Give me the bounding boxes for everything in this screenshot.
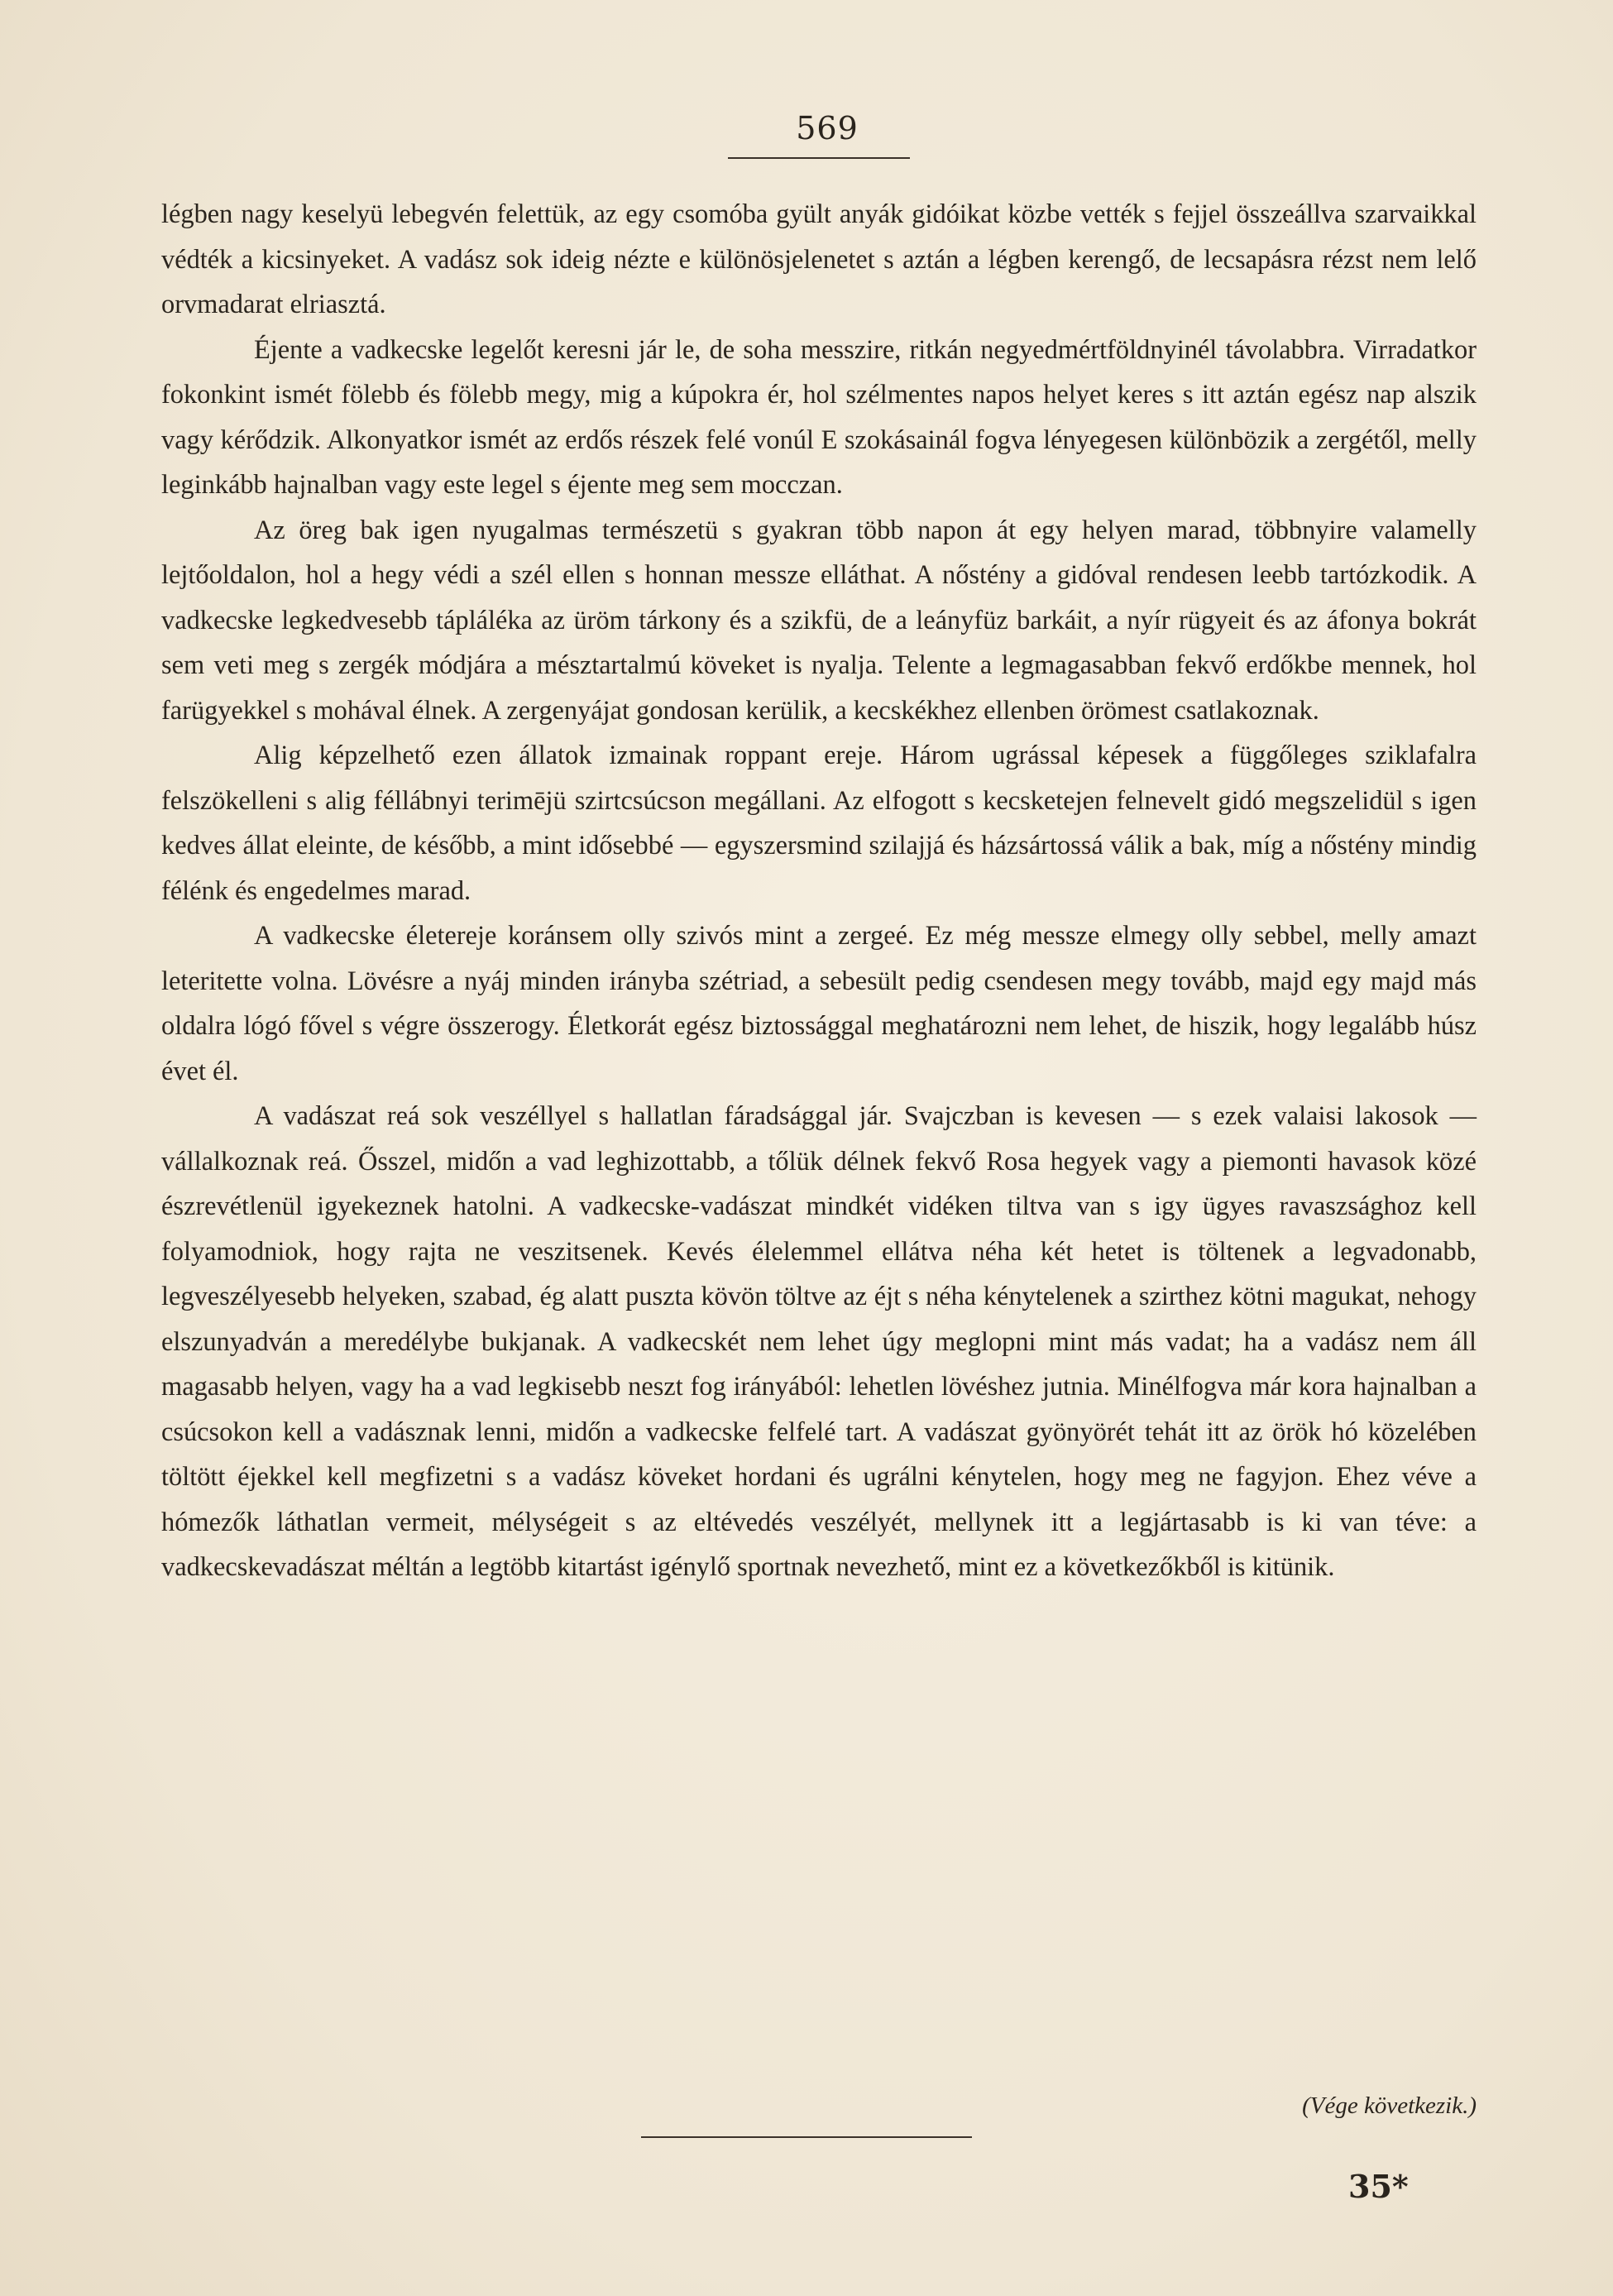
paragraph: légben nagy keselyü lebegvén felettük, az egy csomóba gyült anyák gidóikat közbe vették s fejjel összeállva szarvaikkal védték a kicsinyeket. A vadász sok ideig nézte e különösjelenetet s aztán a légben kerengő, de lecsapásra rézst nem lelő orvmadarat elriasztá. [161,199,1477,319]
body-text [161,192,1477,1590]
paragraph: Éjente a vadkecske legelőt keresni jár le, de soha messzire, ritkán negyedmértföldnyinél távolabbra. Virradatkor fokonkint ismét fölebb és fölebb megy, mig a kúpokra ér, hol szélmentes napos helyet keres s itt aztán egész nap alszik vagy kérődzik. Alkonyatkor ismét az erdős részek felé vonúl E szokásainál fogva lényegesen különbözik a zergétől, melly leginkább hajnalban vagy este legel s éjente meg sem mocczan. [161,334,1477,500]
footer-rule [641,2136,972,2138]
signature-mark: 35* [1348,2168,1409,2205]
paragraph: A vadászat reá sok veszéllyel s hallatlan fáradsággal jár. Svajczban is kevesen — s ezek valaisi lakosok — vállalkoznak reá. Ősszel, midőn a vad leghizottabb, a tőlük délnek fekvő Rosa hegyek vagy a piemonti havasok közé észrevétlenül igyekeznek hatolni. A vadkecske-vadászat mindkét vidéken tiltva van s igy ügyes ravaszsághoz kell folyamodniok, hogy rajta ne veszitsenek. Kevés élelemmel ellátva néha két hetet is töltenek a legvadonabb, legveszélyesebb helyeken, szabad, ég alatt puszta kövön töltve az éjt s néha kénytelenek a szirthez kötni magukat, nehogy elszunyadván a meredélybe bukjanak. A vadkecskét nem lehet úgy meglopni mint más vadat; ha a vadász nem áll magasabb helyen, vagy ha a vad legkisebb neszt fog irányából: lehetlen lövéshez jutnia. Minélfogva már kora hajnalban a csúcsokon kell a vadásznak lenni, midőn a vadkecske felfelé tart. A vadászat gyönyörét tehát itt az örök hó közelében töltött éjekkel kell megfizetni s a vadász köveket hordani és ugrálni kénytelen, hogy meg ne fagyjon. Ehez véve a hómezők láthatlan vermeit, mélységeit s az eltévedés veszélyét, mellynek itt a legjártasabb is ki van téve: a vadkecskevadászat méltán a legtöbb kitartást igénylő sportnak nevezhető, mint ez a következőkből is kitünik. [161,1101,1477,1582]
paragraph: Alig képzelhető ezen állatok izmainak roppant ereje. Három ugrással képesek a függőleges sziklafalra felszökelleni s alig féllábnyi terimējü szirtcsúcson megállani. Az elfogott s kecsketejen felnevelt gidó megszelidül s igen kedves állat eleinte, de később, a mint idősebbé — egyszersmind szilajjá és házsártossá válik a bak, míg a nőstény mindig félénk és engedelmes marad. [161,741,1477,906]
paragraph: Az öreg bak igen nyugalmas természetü s gyakran több napon át egy helyen marad, többnyire valamelly lejtőoldalon, hol a hegy védi a szél ellen s honnan messze elláthat. A nőstény a gidóval rendesen leebb tartózkodik. A vadkecske legkedvesebb tápláléka az üröm tárkony és a szikfü, de a leányfüz barkáit, a nyír rügyeit és az áfonya bokrát sem veti meg s zergék módjára a mésztartalmú köveket is nyalja. Telente a legmagasabban fekvő erdőkbe mennek, hol farügyekkel s mohával élnek. A zergenyájat gondosan kerülik, a kecskékhez ellenben örömest csatlakoznak. [161,515,1477,726]
header-rule [728,157,910,159]
continued-note: (Vége következik.) [1302,2092,1477,2119]
page-number: 569 [796,110,859,146]
paragraph: A vadkecske életereje koránsem olly szivós mint a zergeé. Ez még messze elmegy olly sebbel, melly amazt leteritette volna. Lövésre a nyáj minden irányba szétriad, a sebesült pedig csendesen megy tovább, majd egy majd más oldalra lógó fővel s végre összerogy. Életkorát egész biztossággal meghatározni nem lehet, de hiszik, hogy legalább húsz évet él. [161,921,1477,1086]
